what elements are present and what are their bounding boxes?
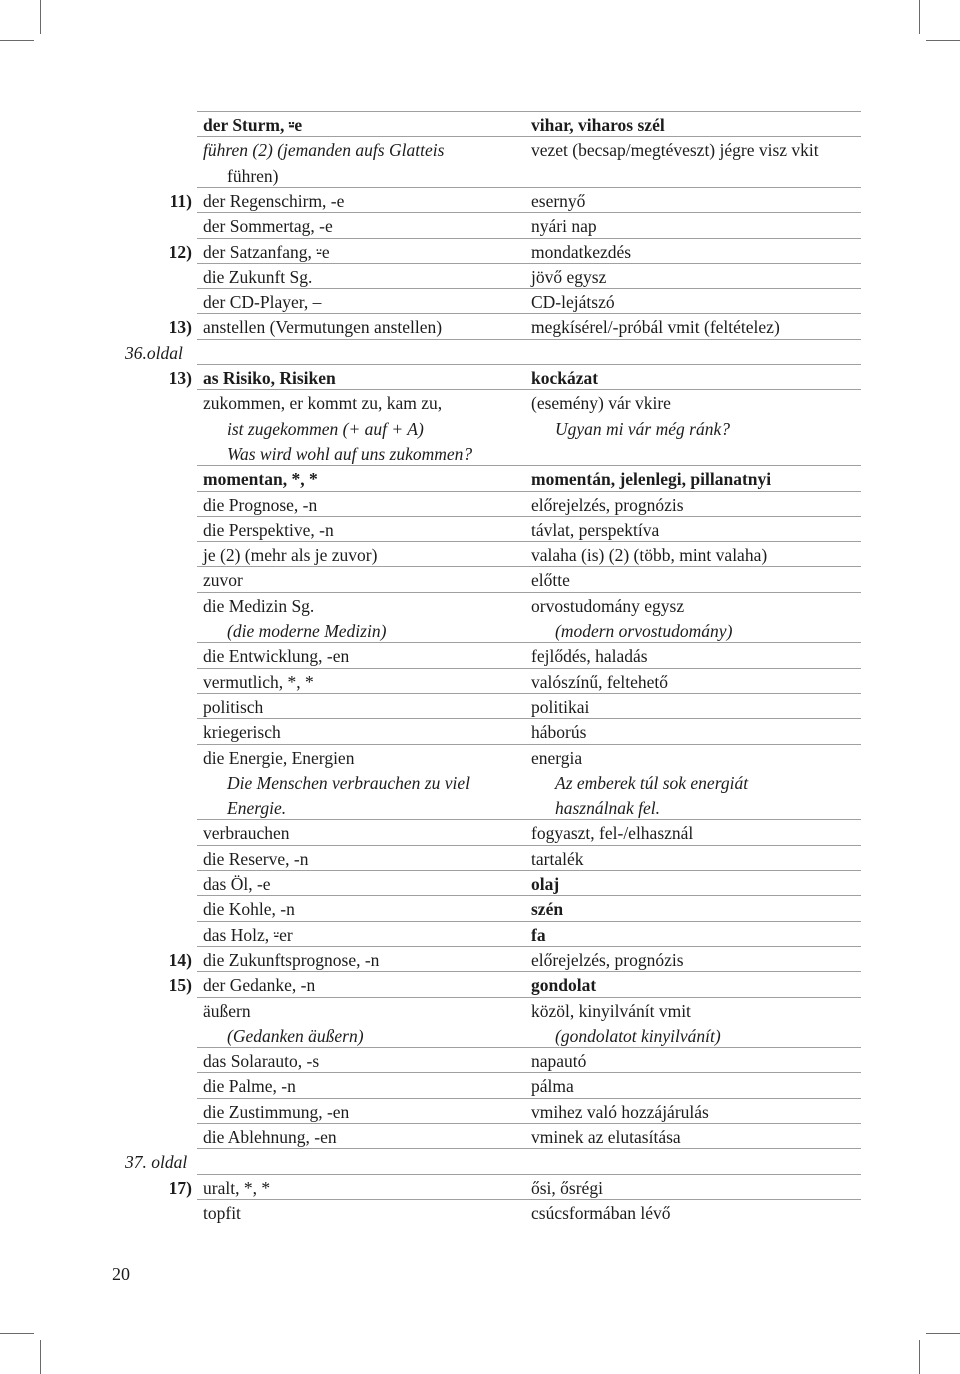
vocab-row [0,921,960,946]
vocab-row [0,592,960,643]
hungarian-translation-line: vminek az elutasítása [531,1127,681,1147]
german-term [203,1202,523,1227]
vocab-row [0,491,960,516]
hungarian-translation-line: megkísérel/-próbál vmit (feltételez) [531,317,780,338]
row-divider [197,566,861,567]
german-term-line: führen) [227,165,279,186]
hungarian-translation-line: csúcsformában lévő [531,1202,671,1223]
row-divider [197,1098,861,1099]
german-term-line: Die Menschen verbrauchen zu viel [227,772,470,793]
german-term [203,392,523,468]
german-term-line: ist zugekommen (+ auf + A) [227,418,424,439]
german-term [203,747,523,823]
vocab-row [0,845,960,870]
german-term-line: das Holz, ⸚er [203,924,293,945]
vocab-row [0,566,960,591]
exercise-number: 13) [168,317,192,338]
vocab-row [0,946,960,971]
exercise-number: 13) [168,368,192,388]
hungarian-translation-line: mondatkezdés [531,241,632,262]
german-term-line: topfit [203,1202,241,1223]
german-term-line: (die moderne Medizin) [227,620,387,641]
vocab-row [0,111,960,136]
crop-mark [40,0,41,34]
hungarian-translation-line: valaha (is) (2) (több, mint valaha) [531,545,768,566]
page-reference-label: 37. oldal [125,1152,188,1173]
hungarian-translation-line: fejlődés, haladás [531,646,648,667]
row-divider [197,389,861,390]
hungarian-translation [531,1202,861,1227]
page-number: 20 [112,1264,130,1284]
german-term-line: anstellen (Vermutungen anstellen) [203,317,443,338]
row-divider [197,491,861,492]
row-divider [197,997,861,998]
section-header [0,339,960,364]
row-divider [197,288,861,289]
hungarian-translation-line: vihar, viharos szél [531,115,665,135]
row-divider [197,1174,861,1175]
hungarian-translation-line: jövő egysz [531,266,607,287]
row-divider [197,238,861,239]
hungarian-translation-line: tartalék [531,848,584,869]
german-term-line: die Perspektive, -n [203,519,334,540]
exercise-number: 11) [169,190,192,211]
crop-mark [919,0,920,34]
german-term-line: as Risiko, Risiken [203,368,336,388]
german-term-line: Was wird wohl auf uns zukommen? [227,443,473,464]
hungarian-translation-line: háborús [531,722,587,743]
row-divider [197,313,861,314]
german-term-line: führen (2) (jemanden aufs Glatteis [203,140,445,161]
row-divider [197,870,861,871]
hungarian-translation-line: fogyaszt, fel-/elhasznál [531,823,694,844]
row-divider [197,187,861,188]
vocab-row [0,1072,960,1097]
german-term-line: das Solarauto, -s [203,1051,320,1072]
german-term [203,139,523,190]
row-divider [197,465,861,466]
hungarian-translation-line: (gondolatot kinyilvánít) [555,1025,721,1046]
german-term [203,595,523,646]
vocab-row [0,1123,960,1148]
row-divider [197,1123,861,1124]
vocab-row [0,187,960,212]
hungarian-translation-line: orvostudomány egysz [531,595,685,616]
row-divider [197,1047,861,1048]
vocab-row [0,212,960,237]
german-term-line: der Gedanke, -n [203,975,316,996]
german-term-line: die Zustimmung, -en [203,1101,350,1122]
german-term-line: (Gedanken äußern) [227,1025,364,1046]
vocab-row [0,1047,960,1072]
hungarian-translation-line: közöl, kinyilvánít vmit [531,1000,691,1021]
german-term-line: das Öl, -e [203,874,271,894]
german-term-line: die Ablehnung, -en [203,1127,337,1147]
row-divider [197,819,861,820]
german-term-line: zukommen, er kommt zu, kam zu, [203,393,443,414]
german-term-line: kriegerisch [203,722,281,743]
german-term-line: die Kohle, -n [203,899,295,920]
german-term-line: äußern [203,1000,251,1021]
vocab-row [0,364,960,389]
vocab-row [0,744,960,820]
row-divider [197,668,861,669]
vocab-row [0,971,960,996]
crop-mark [926,1333,960,1334]
hungarian-translation-line: használnak fel. [555,798,660,819]
german-term-line: uralt, *, * [203,1177,271,1198]
hungarian-translation-line: távlat, perspektíva [531,519,660,540]
row-divider [197,1072,861,1073]
hungarian-translation-line: vmihez való hozzájárulás [531,1101,709,1122]
german-term-line: die Palme, -n [203,1076,296,1097]
hungarian-translation-line: CD-lejátszó [531,292,615,313]
german-term-line: die Reserve, -n [203,848,309,869]
vocab-row [0,1174,960,1199]
german-term [203,1000,523,1051]
exercise-number: 17) [168,1177,192,1198]
german-term-line: der Sturm, ⸚e [203,115,303,135]
row-divider [197,541,861,542]
vocab-row [0,136,960,187]
crop-mark [919,1340,920,1374]
row-divider [197,921,861,922]
hungarian-translation-line: ősi, ősrégi [531,1177,603,1198]
hungarian-translation-line: Az emberek túl sok energiát [555,772,749,793]
german-term-line: die Zukunft Sg. [203,266,313,287]
vocab-row [0,238,960,263]
exercise-number: 12) [168,241,192,262]
crop-mark [926,40,960,41]
hungarian-translation-line: esernyő [531,190,586,211]
german-term-line: verbrauchen [203,823,290,844]
vocab-row [0,668,960,693]
exercise-number: 14) [168,949,192,970]
row-divider [197,592,861,593]
hungarian-translation-line: politikai [531,696,590,717]
german-term-line: zuvor [203,570,243,591]
row-divider [197,263,861,264]
vocab-row [0,516,960,541]
hungarian-translation-line: napautó [531,1051,587,1072]
german-term-line: der Satzanfang, ⸚e [203,241,330,262]
german-term-line: die Prognose, -n [203,494,318,515]
hungarian-translation-line: olaj [531,874,560,894]
row-divider [197,1199,861,1200]
vocab-row [0,895,960,920]
hungarian-translation-line: szén [531,899,564,920]
german-term-line: Energie. [227,798,287,819]
row-divider [197,693,861,694]
hungarian-translation-line: pálma [531,1076,574,1097]
hungarian-translation-line: nyári nap [531,216,597,237]
row-divider [197,212,861,213]
row-divider [197,136,861,137]
row-divider [197,111,861,112]
hungarian-translation [531,595,861,646]
vocab-row [0,642,960,667]
hungarian-translation-line: előrejelzés, prognózis [531,949,684,970]
crop-mark [40,1340,41,1374]
row-divider [197,339,861,340]
german-term-line: politisch [203,696,264,717]
page-reference-label: 36.oldal [125,342,183,363]
vocab-row [0,997,960,1048]
vocab-row [0,819,960,844]
german-term-line: vermutlich, *, * [203,671,314,692]
row-divider [197,718,861,719]
german-term-line: momentan, *, * [203,469,318,490]
vocab-row [0,288,960,313]
vocab-row [0,1098,960,1123]
section-header [0,1148,960,1173]
hungarian-translation-line: gondolat [531,975,597,996]
german-term-line: der CD-Player, – [203,292,322,313]
german-term-line: der Regenschirm, -e [203,190,345,211]
hungarian-translation-line: előrejelzés, prognózis [531,494,684,515]
german-term-line: die Zukunftsprognose, -n [203,949,380,970]
row-divider [197,946,861,947]
hungarian-translation-line: energia [531,747,583,768]
row-divider [197,642,861,643]
vocab-row [0,263,960,288]
hungarian-translation-line: vezet (becsap/megtéveszt) jégre visz vkit [531,140,819,161]
vocab-row [0,870,960,895]
vocab-row [0,1199,960,1224]
hungarian-translation-line: fa [531,924,546,945]
hungarian-translation-line: (esemény) vár vkire [531,393,671,414]
row-divider [197,895,861,896]
row-divider [197,1148,861,1149]
crop-mark [0,1333,34,1334]
hungarian-translation-line: kockázat [531,368,599,388]
german-term-line: die Energie, Energien [203,747,355,768]
hungarian-translation-line: (modern orvostudomány) [555,620,733,641]
row-divider [197,364,861,365]
vocab-row [0,541,960,566]
hungarian-translation-line: momentán, jelenlegi, pillanatnyi [531,469,772,490]
hungarian-translation-line: Ugyan mi vár még ránk? [555,418,730,439]
hungarian-translation [531,392,861,443]
crop-mark [0,40,34,41]
row-divider [197,744,861,745]
vocab-row [0,465,960,490]
hungarian-translation [531,1000,861,1051]
vocab-row [0,718,960,743]
hungarian-translation-line: valószínű, feltehető [531,671,669,692]
exercise-number: 15) [168,975,192,996]
german-term-line: die Entwicklung, -en [203,646,350,667]
german-term-line: die Medizin Sg. [203,595,315,616]
row-divider [197,971,861,972]
vocab-row [0,693,960,718]
vocab-row [0,313,960,338]
hungarian-translation-line: előtte [531,570,570,591]
hungarian-translation [531,747,861,823]
german-term-line: der Sommertag, -e [203,216,333,237]
row-divider [197,516,861,517]
vocab-row [0,389,960,465]
german-term-line: je (2) (mehr als je zuvor) [203,545,378,566]
hungarian-translation [531,139,861,164]
row-divider [197,845,861,846]
